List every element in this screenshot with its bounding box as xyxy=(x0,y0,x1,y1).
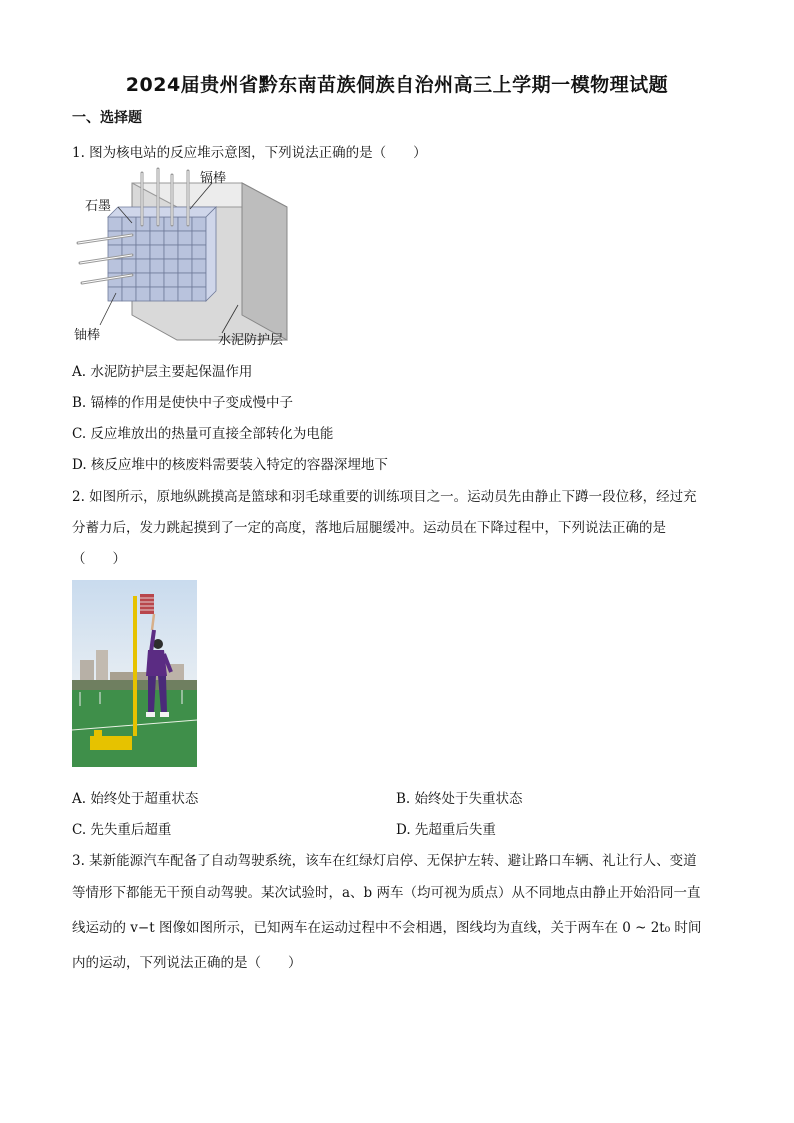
q2-option-b[interactable]: B. 始终处于失重状态 xyxy=(396,791,523,807)
q2-stem-line-2: 分蓄力后，发力跳起摸到了一定的高度，落地后屈腿缓冲。运动员在下降过程中，下列说法正确的是 xyxy=(72,520,666,536)
reactor-diagram xyxy=(72,165,312,345)
jump-reach-illustration xyxy=(72,580,197,767)
jump-reach-photo xyxy=(72,580,197,767)
section-heading: 一、选择题 xyxy=(72,110,142,126)
q2-stem-line-1: 2. 如图所示，原地纵跳摸高是篮球和羽毛球重要的训练项目之一。运动员先由静止下蹲一段位移，经过充 xyxy=(72,489,697,505)
q2-option-d[interactable]: D. 先超重后失重 xyxy=(396,822,496,838)
q1-option-d[interactable]: D. 核反应堆中的核废料需要装入特定的容器深埋地下 xyxy=(72,457,388,473)
label-cement-shield: 水泥防护层 xyxy=(218,333,284,348)
q2-stem-line-3: （ ） xyxy=(72,551,126,567)
q3-stem-line-1: 3. 某新能源汽车配备了自动驾驶系统，该车在红绿灯启停、无保护左转、避让路口车辆、礼让行人、变道 xyxy=(72,853,697,869)
q2-option-c[interactable]: C. 先失重后超重 xyxy=(72,822,172,838)
reactor-figure xyxy=(72,165,312,348)
page-title: 2024届贵州省黔东南苗族侗族自治州高三上学期一模物理试题 xyxy=(125,74,669,96)
q3-stem-line-2: 等情形下都能无干预自动驾驶。某次试验时，a、b 两车（均可视为质点）从不同地点由静止开始沿同一直 xyxy=(72,885,701,901)
q3-stem-line-3: 线运动的 v−t 图像如图所示，已知两车在运动过程中不会相遇，图线均为直线，关于两车在 0 ~ 2t₀ 时间 xyxy=(72,920,702,936)
q1-option-c[interactable]: C. 反应堆放出的热量可直接全部转化为电能 xyxy=(72,426,334,442)
q1-option-a[interactable]: A. 水泥防护层主要起保温作用 xyxy=(72,364,253,380)
label-graphite: 石墨 xyxy=(85,199,112,214)
q3-stem-line-4: 内的运动，下列说法正确的是（ ） xyxy=(72,955,302,971)
label-cadmium-rod: 镉棒 xyxy=(200,171,227,186)
q1-option-b[interactable]: B. 镉棒的作用是使快中子变成慢中子 xyxy=(72,395,294,411)
label-uranium-rod: 铀棒 xyxy=(74,328,101,343)
q1-stem: 1. 图为核电站的反应堆示意图，下列说法正确的是（ ） xyxy=(72,145,427,161)
q2-option-a[interactable]: A. 始终处于超重状态 xyxy=(72,791,199,807)
